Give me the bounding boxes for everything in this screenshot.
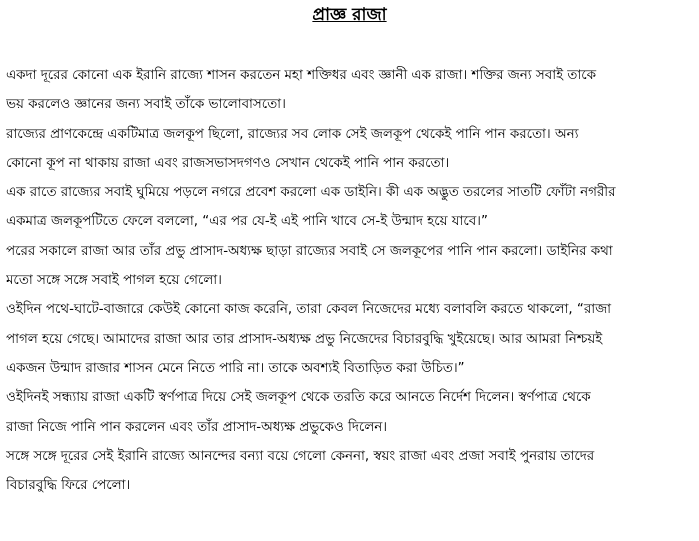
text-line: ভয় করলেও জ্ঞানের জন্য সবাই তাঁকে ভালোবাসতো। [6, 97, 286, 113]
text-line: রাজা নিজে পানি পান করলেন এবং তাঁর প্রাসাদ-অধ্যক্ষ প্রভুকেও দিলেন। [6, 419, 388, 435]
text-line: পাগল হয়ে গেছে। আমাদের রাজা আর তার প্রাসাদ-অধ্যক্ষ প্রভু নিজেদের বিচারবুদ্ধি খুইয়েছে। আর আমরা নিশ্চয়ই [6, 331, 603, 347]
document-body [6, 61, 694, 500]
text-line: রাজ্যের প্রাণকেন্দ্রে একটিমাত্র জলকূপ ছিলো, রাজ্যের সব লোক সেই জলকূপ থেকেই পানি পান করতো। অন্য [6, 126, 579, 142]
text-line: বিচারবুদ্ধি ফিরে পেলো। [6, 478, 131, 494]
text-line: ওইদিন পথে-ঘাটে-বাজারে কেউই কোনো কাজ করেনি, তারা কেবল নিজেদের মধ্যে বলাবলি করতে থাকলো, “রাজা [6, 302, 611, 318]
text-line: এক রাতে রাজ্যের সবাই ঘুমিয়ে পড়লে নগরে প্রবেশ করলো এক ডাইনি। কী এক অদ্ভুত তরলের সাতটি ফোঁটা নগরীর [6, 185, 616, 201]
text-line: কোনো কূপ না থাকায় রাজা এবং রাজসভাসদগণও সেখান থেকেই পানি পান করতো। [6, 155, 450, 171]
text-line: সঙ্গে সঙ্গে দূরের সেই ইরানি রাজ্যে আনন্দের বন্যা বয়ে গেলো কেননা, স্বয়ং রাজা এবং প্রজা সবাই পুনরায় তাদের [6, 448, 595, 464]
text-line: মতো সঙ্গে সঙ্গে সবাই পাগল হয়ে গেলো। [6, 273, 222, 289]
text-line: একদা দূরের কোনো এক ইরানি রাজ্যে শাসন করতেন মহা শক্তিধর এবং জ্ঞানী এক রাজা। শক্তির জন্য সবাই তাকে [6, 68, 596, 83]
text-line: পরের সকালে রাজা আর তাঁর প্রভু প্রাসাদ-অধ্যক্ষ ছাড়া রাজ্যের সবাই সে জলকূপের পানি পান করলো। ডাইনির কথা [6, 243, 613, 259]
text-line: একজন উন্মাদ রাজার শাসন মেনে নিতে পারি না। তাকে অবশ্যই বিতাড়িত করা উচিত।” [6, 360, 465, 376]
text-line: একমাত্র জলকূপটিতে ফেলে বললো, “এর পর যে-ই এই পানি খাবে সে-ই উন্মাদ হয়ে যাবে।” [6, 214, 488, 230]
document-title: প্রাজ্ঞ রাজা [312, 5, 387, 25]
text-line: ওইদিনই সন্ধ্যায় রাজা একটি স্বর্ণপাত্র দিয়ে সেই জলকূপ থেকে তরতি করে আনতে নির্দেশ দিলেন। স্বর্ণপাত্র থেকে [6, 390, 591, 406]
